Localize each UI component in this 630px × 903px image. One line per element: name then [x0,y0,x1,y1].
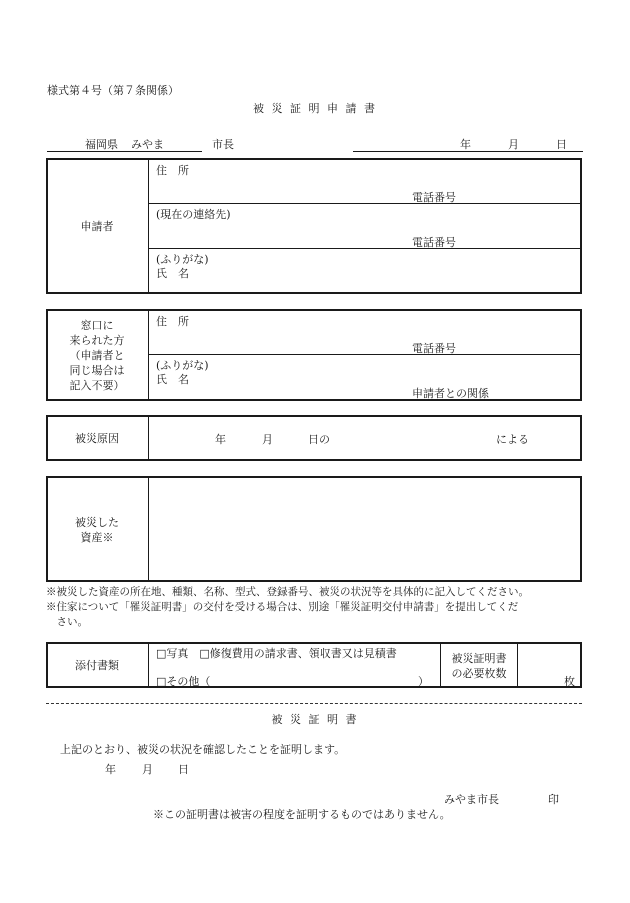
copies-unit: 枚 [564,675,575,688]
applicant-divider [148,158,149,294]
cause-month: 月 [262,433,273,446]
visitor-relation-label: 申請者との関係 [412,387,489,400]
header-year: 年 [460,138,471,151]
addressee-mayor: 市長 [212,138,234,151]
cause-by: による [496,433,529,446]
applicant-name-label: 氏 名 [156,267,189,280]
certificate-year: 年 [105,763,116,776]
addressee-underline [47,151,202,152]
certificate-mayor: みやま市長 [444,793,499,806]
applicant-phone-label-2: 電話番号 [412,236,456,249]
cause-label: 被災原因 [75,432,119,445]
note-3: さい。 [46,616,88,628]
visitor-phone-label: 電話番号 [412,342,456,355]
seal-mark: 印 [548,793,559,806]
visitor-address-label: 住 所 [156,315,189,328]
form-number: 様式第４号（第７条関係） [47,84,179,97]
attachments-option-2-close: ） [418,675,429,688]
addressee-prefecture: 福岡県 [85,138,118,151]
certificate-title: 被 災 証 明 書 [271,713,359,726]
applicant-label: 申請者 [80,220,114,233]
certificate-disclaimer: ※この証明書は被害の程度を証明するものではありません。 [153,808,451,821]
applicant-address-label: 住 所 [156,164,189,177]
cause-year: 年 [215,433,226,446]
certificate-statement: 上記のとおり、被災の状況を確認したことを証明します。 [60,743,346,756]
applicant-phone-label: 電話番号 [412,191,456,204]
visitor-furigana-label: (ふりがな) [156,359,209,372]
note-1: ※被災した資産の所在地、種類、名称、型式、登録番号、被災の状況等を具体的に記入してください。 [46,586,529,598]
note-2: ※住家について「罹災証明書」の交付を受ける場合は、別途「罹災証明交付申請書」を提出してくだ [46,601,519,613]
certificate-day: 日 [178,763,189,776]
applicant-furigana-label: (ふりがな) [156,253,209,266]
cause-day-of: 日の [308,433,330,446]
assets-label: 被災した 資産※ [75,516,119,544]
addressee-city: みやま [131,138,164,151]
certificate-month: 月 [142,763,153,776]
cut-line [46,703,582,704]
header-month: 月 [508,138,519,151]
page-title: 被 災 証 明 申 請 書 [253,102,377,115]
attachments-option-1: □写真 □修復費用の請求書、領収書又は見積書 [156,647,397,660]
attachments-option-2: □その他（ [156,675,211,688]
copies-label: 被災証明書 の必要枚数 [451,652,507,680]
visitor-name-label: 氏 名 [156,373,189,386]
header-day: 日 [556,138,567,151]
attachments-label: 添付書類 [75,659,119,672]
visitor-label: 窓口に 来られた方 （申請者と 同じ場合は 記入不要） [69,319,125,392]
applicant-current-contact-label: (現在の連絡先) [156,208,231,221]
